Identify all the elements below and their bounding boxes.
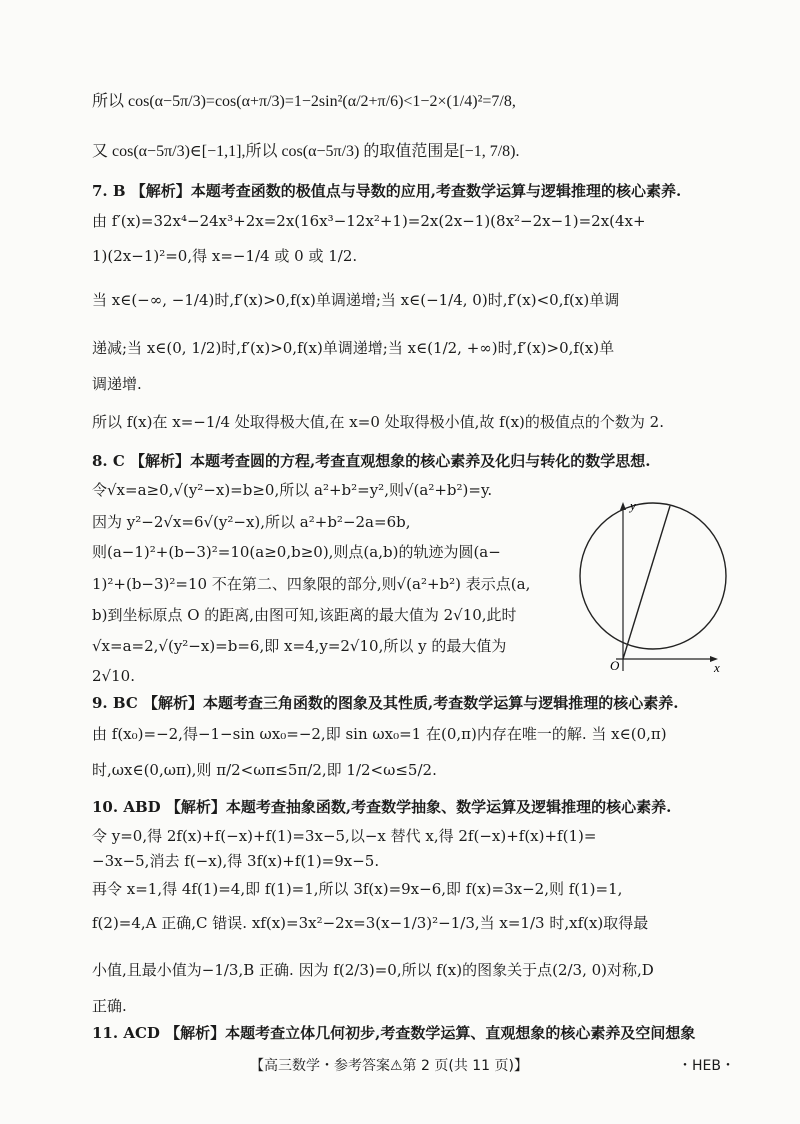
q10-heading: 10. ABD 【解析】本题考查抽象函数,考查数学抽象、数学运算及逻辑推理的核心素养. xyxy=(92,798,672,816)
q7-line-6: 所以 f(x)在 x=−1/4 处取得极大值,在 x=0 处取得极小值,故 f(x)的极值点的个数为 2. xyxy=(92,413,664,431)
q8-line-3: 则(a−1)²+(b−3)²=10(a≥0,b≥0),则点(a,b)的轨迹为圆(a− xyxy=(92,543,501,561)
text-line-1: 所以 cos(α−5π/3)=cos(α+π/3)=1−2sin²(α/2+π/6)<1−2×(1/4)²=7/8, xyxy=(92,93,516,110)
q10-line-5: 小值,且最小值为−1/3,B 正确. 因为 f(2/3)=0,所以 f(x)的图象关于点(2/3, 0)对称,D xyxy=(92,961,654,979)
q7-line-1: 由 f′(x)=32x⁴−24x³+2x=2x(16x³−12x²+1)=2x(2x−1)(8x²−2x−1)=2x(4x+ xyxy=(92,212,646,230)
y-axis-label: y xyxy=(630,498,636,513)
q10-line-3: 再令 x=1,得 4f(1)=4,即 f(1)=1,所以 3f(x)=9x−6,即 f(x)=3x−2,则 f(1)=1, xyxy=(92,880,623,898)
locus-circle xyxy=(580,503,726,649)
q8-line-5: b)到坐标原点 O 的距离,由图可知,该距离的最大值为 2√10,此时 xyxy=(92,606,517,624)
q10-line-4: f(2)=4,A 正确,C 错误. xf(x)=3x²−2x=3(x−1/3)²−1/3,当 x=1/3 时,xf(x)取得最 xyxy=(92,914,649,932)
q9-heading: 9. BC 【解析】本题考查三角函数的图象及其性质,考查数学运算与逻辑推理的核心素养. xyxy=(92,694,679,712)
q10-line-2: −3x−5,消去 f(−x),得 3f(x)+f(1)=9x−5. xyxy=(92,852,380,870)
q8-heading: 8. C 【解析】本题考查圆的方程,考查直观想象的核心素养及化归与转化的数学思想. xyxy=(92,452,651,470)
x-axis-label: x xyxy=(714,660,720,675)
q7-line-3: 当 x∈(−∞, −1/4)时,f′(x)>0,f(x)单调递增;当 x∈(−1/4, 0)时,f′(x)<0,f(x)单调 xyxy=(92,291,620,309)
q7-line-4: 递减;当 x∈(0, 1/2)时,f′(x)>0,f(x)单调递增;当 x∈(1/2, +∞)时,f′(x)>0,f(x)单 xyxy=(92,339,615,357)
q11-heading: 11. ACD 【解析】本题考查立体几何初步,考查数学运算、直观想象的核心素养及空间想象 xyxy=(92,1024,696,1042)
footer-code: ・HEB・ xyxy=(678,1058,735,1074)
q8-line-2: 因为 y²−2√x=6√(y²−x),所以 a²+b²−2a=6b, xyxy=(92,513,411,531)
page-footer: 【高三数学・参考答案⚠第 2 页(共 11 页)】 xyxy=(250,1058,528,1074)
q9-line-2: 时,ωx∈(0,ωπ),则 π/2<ωπ≤5π/2,即 1/2<ω≤5/2. xyxy=(92,761,437,779)
q8-line-1: 令√x=a≥0,√(y²−x)=b≥0,所以 a²+b²=y²,则√(a²+b²)=y. xyxy=(92,481,493,499)
circle-diagram xyxy=(568,496,738,676)
q8-line-7: 2√10. xyxy=(92,667,135,685)
origin-label: O xyxy=(610,658,620,673)
q10-line-6: 正确. xyxy=(92,997,127,1015)
q9-line-1: 由 f(x₀)=−2,得−1−sin ωx₀=−2,即 sin ωx₀=1 在(0,π)内存在唯一的解. 当 x∈(0,π) xyxy=(92,725,667,743)
text-line-2: 又 cos(α−5π/3)∈[−1,1],所以 cos(α−5π/3) 的取值范围是[−1, 7/8). xyxy=(92,143,520,160)
q7-line-5: 调递增. xyxy=(92,375,142,393)
q8-line-4: 1)²+(b−3)²=10 不在第二、四象限的部分,则√(a²+b²) 表示点(a, xyxy=(92,575,531,593)
q10-line-1: 令 y=0,得 2f(x)+f(−x)+f(1)=3x−5,以−x 替代 x,得 2f(−x)+f(x)+f(1)= xyxy=(92,827,597,845)
q7-heading: 7. B 【解析】本题考查函数的极值点与导数的应用,考查数学运算与逻辑推理的核心素养. xyxy=(92,182,682,200)
q8-line-6: √x=a=2,√(y²−x)=b=6,即 x=4,y=2√10,所以 y 的最大值为 xyxy=(92,637,507,655)
max-distance-segment xyxy=(623,506,670,659)
q7-line-2: 1)(2x−1)²=0,得 x=−1/4 或 0 或 1/2. xyxy=(92,247,358,265)
